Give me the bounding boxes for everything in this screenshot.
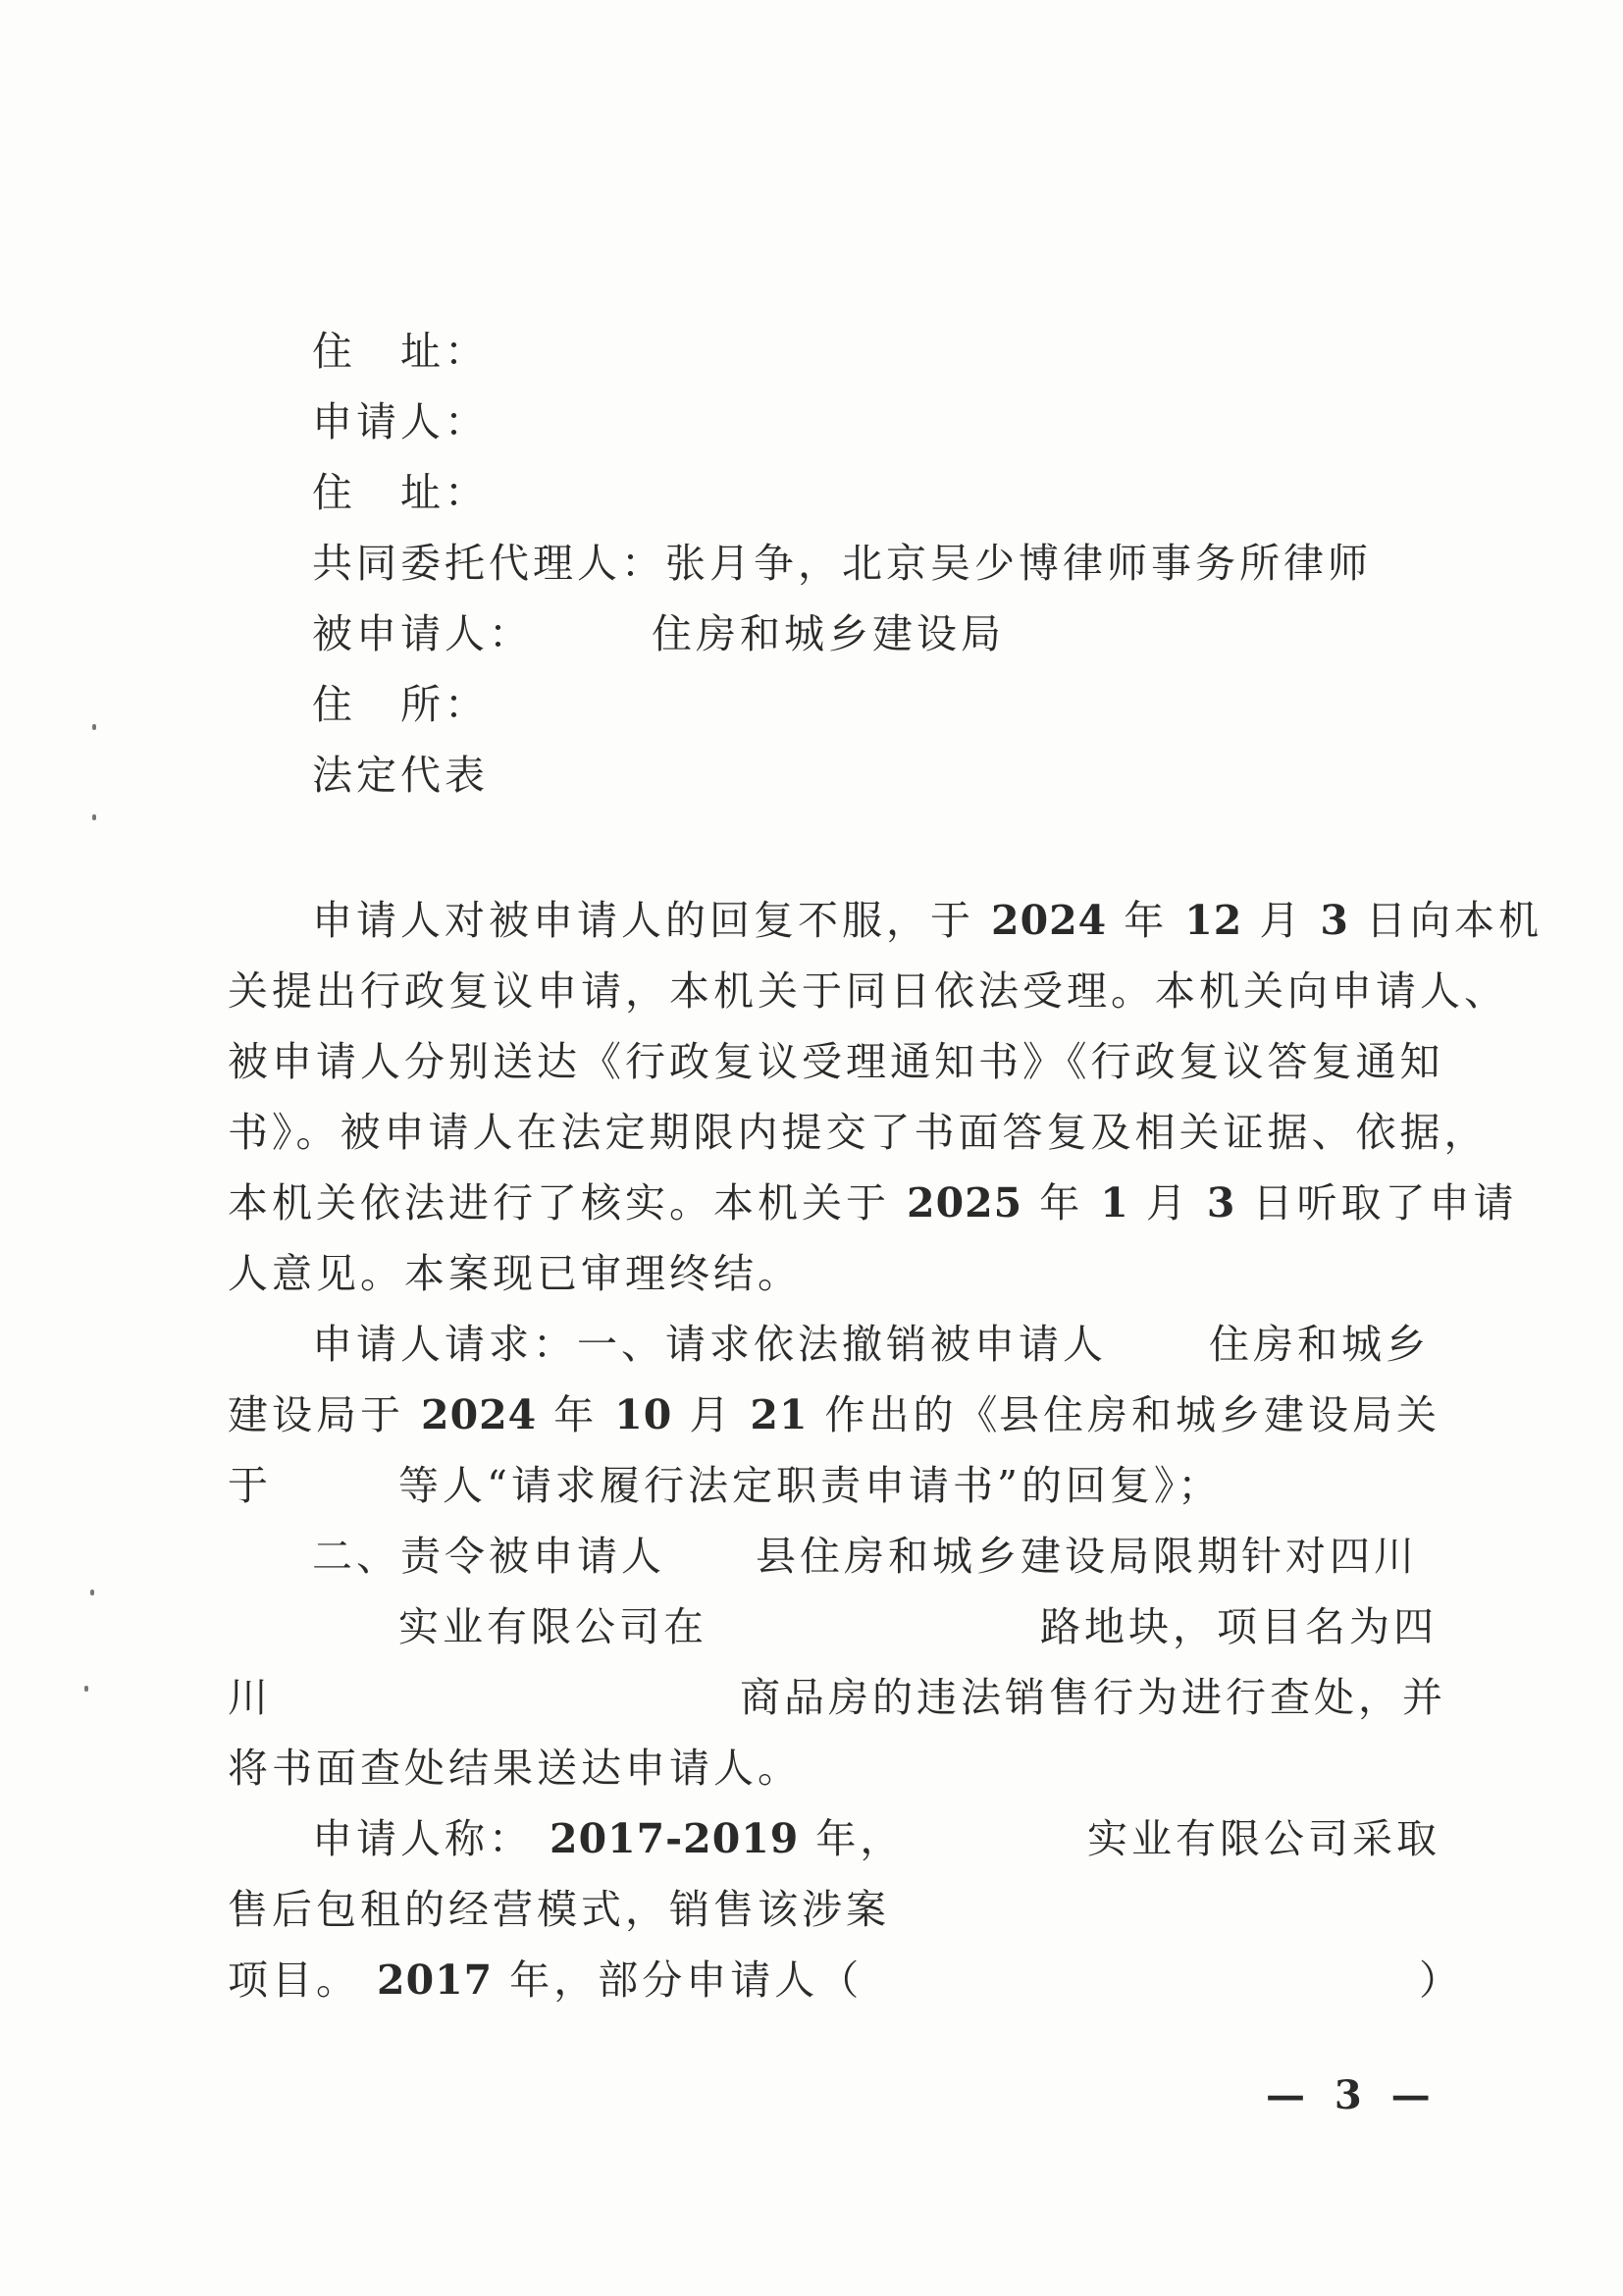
agent-value: 张月争，北京吴少博律师事务所律师	[665, 540, 1372, 587]
p3-line-3	[228, 1953, 863, 2008]
p1-line-5	[228, 1175, 1517, 1230]
p2-month: 10	[614, 1391, 673, 1438]
p2-line-2e: 县住房和城乡建设局关	[999, 1391, 1440, 1438]
p1-text: 年	[1124, 897, 1169, 944]
p1-line-1	[312, 893, 1543, 948]
p1-text: 月	[1259, 897, 1304, 944]
scan-speck	[92, 814, 96, 820]
p1-text: 日听取了申请	[1252, 1179, 1518, 1226]
p3-years: 2017-2019	[550, 1815, 800, 1862]
p2-line-1a: 申请人请求：一、请求依法撤销被申请人	[312, 1321, 1107, 1368]
p1-text: 日向本机	[1366, 897, 1543, 944]
p1-text: 月	[1145, 1179, 1190, 1226]
p2-line-3b: 等人“请求履行法定职责申请书”的回复》；	[398, 1462, 1223, 1509]
p2-line-7: 将书面查处结果送达申请人。	[228, 1745, 802, 1792]
p2-line-4a: 二、责令被申请人	[312, 1533, 665, 1580]
p1-line-4: 书》。被申请人在法定期限内提交了书面答复及相关证据、依据，	[228, 1109, 1489, 1156]
p2-text: 作出的《	[824, 1391, 1002, 1438]
p3-year: 2017	[377, 1957, 494, 2004]
p2-line-6b: 商品房的违法销售行为进行查处，并	[740, 1674, 1446, 1721]
p2-line-3a: 于	[228, 1462, 272, 1509]
scan-speck	[90, 1590, 94, 1595]
address-label-2: 住 址：	[312, 469, 489, 516]
page-number: — 3 —	[1266, 2072, 1439, 2118]
p1-text: 本机关依法进行了核实。本机关于	[228, 1179, 890, 1226]
legal-rep-label: 法定代表	[312, 752, 489, 799]
p3-line-1c: 实业有限公司采取	[1087, 1815, 1440, 1862]
p1-line-6: 人意见。本案现已审理终结。	[228, 1250, 802, 1297]
p3-text: 年，部分申请人（	[509, 1957, 864, 2004]
scan-speck	[92, 724, 96, 730]
address-label-1: 住 址：	[312, 328, 489, 375]
applicant-label: 申请人：	[312, 398, 489, 445]
respondent-value: 住房和城乡建设局	[652, 610, 1005, 657]
p2-day: 21	[750, 1391, 809, 1438]
respondent-label: 被申请人：	[312, 610, 533, 657]
p3-line-2: 售后包租的经营模式，销售该涉案	[228, 1886, 890, 1933]
p2-text: 年	[553, 1391, 599, 1438]
p1-line-3: 被申请人分别送达《行政复议受理通知书》《行政复议答复通知	[228, 1038, 1444, 1085]
p1-line-2: 关提出行政复议申请，本机关于同日依法受理。本机关向申请人、	[228, 967, 1508, 1015]
p1-day: 3	[1320, 897, 1349, 944]
p2-line-5b: 路地块，项目名为四	[1040, 1603, 1438, 1650]
p1-day: 3	[1206, 1179, 1236, 1226]
p3-text: 年，	[815, 1815, 905, 1862]
scan-speck	[84, 1686, 88, 1692]
p2-line-1b: 住房和城乡	[1209, 1321, 1430, 1368]
p1-text: 年	[1039, 1179, 1084, 1226]
agent-label: 共同委托代理人：	[312, 540, 665, 587]
p1-year: 2025	[907, 1179, 1023, 1226]
p2-line-4b: 县住房和城乡建设局限期针对四川	[756, 1533, 1418, 1580]
p3-text: 项目。	[228, 1957, 360, 2004]
p3-line-1	[312, 1811, 904, 1866]
p1-text: 申请人对被申请人的回复不服，于	[312, 897, 974, 944]
p3-text: 申请人称：	[312, 1815, 533, 1862]
p1-month: 1	[1100, 1179, 1129, 1226]
p2-year: 2024	[421, 1391, 538, 1438]
p1-year: 2024	[991, 897, 1108, 944]
agent-row	[312, 536, 1372, 591]
p2-line-6a: 川	[228, 1674, 272, 1721]
p2-line-5a: 实业有限公司在	[398, 1603, 707, 1650]
p2-text: 建设局于	[228, 1391, 404, 1438]
residence-label: 住 所：	[312, 681, 489, 728]
p2-line-2	[228, 1387, 1002, 1442]
p1-month: 12	[1184, 897, 1243, 944]
p2-text: 月	[689, 1391, 734, 1438]
p3-line-3c: ）	[1419, 1957, 1463, 2004]
